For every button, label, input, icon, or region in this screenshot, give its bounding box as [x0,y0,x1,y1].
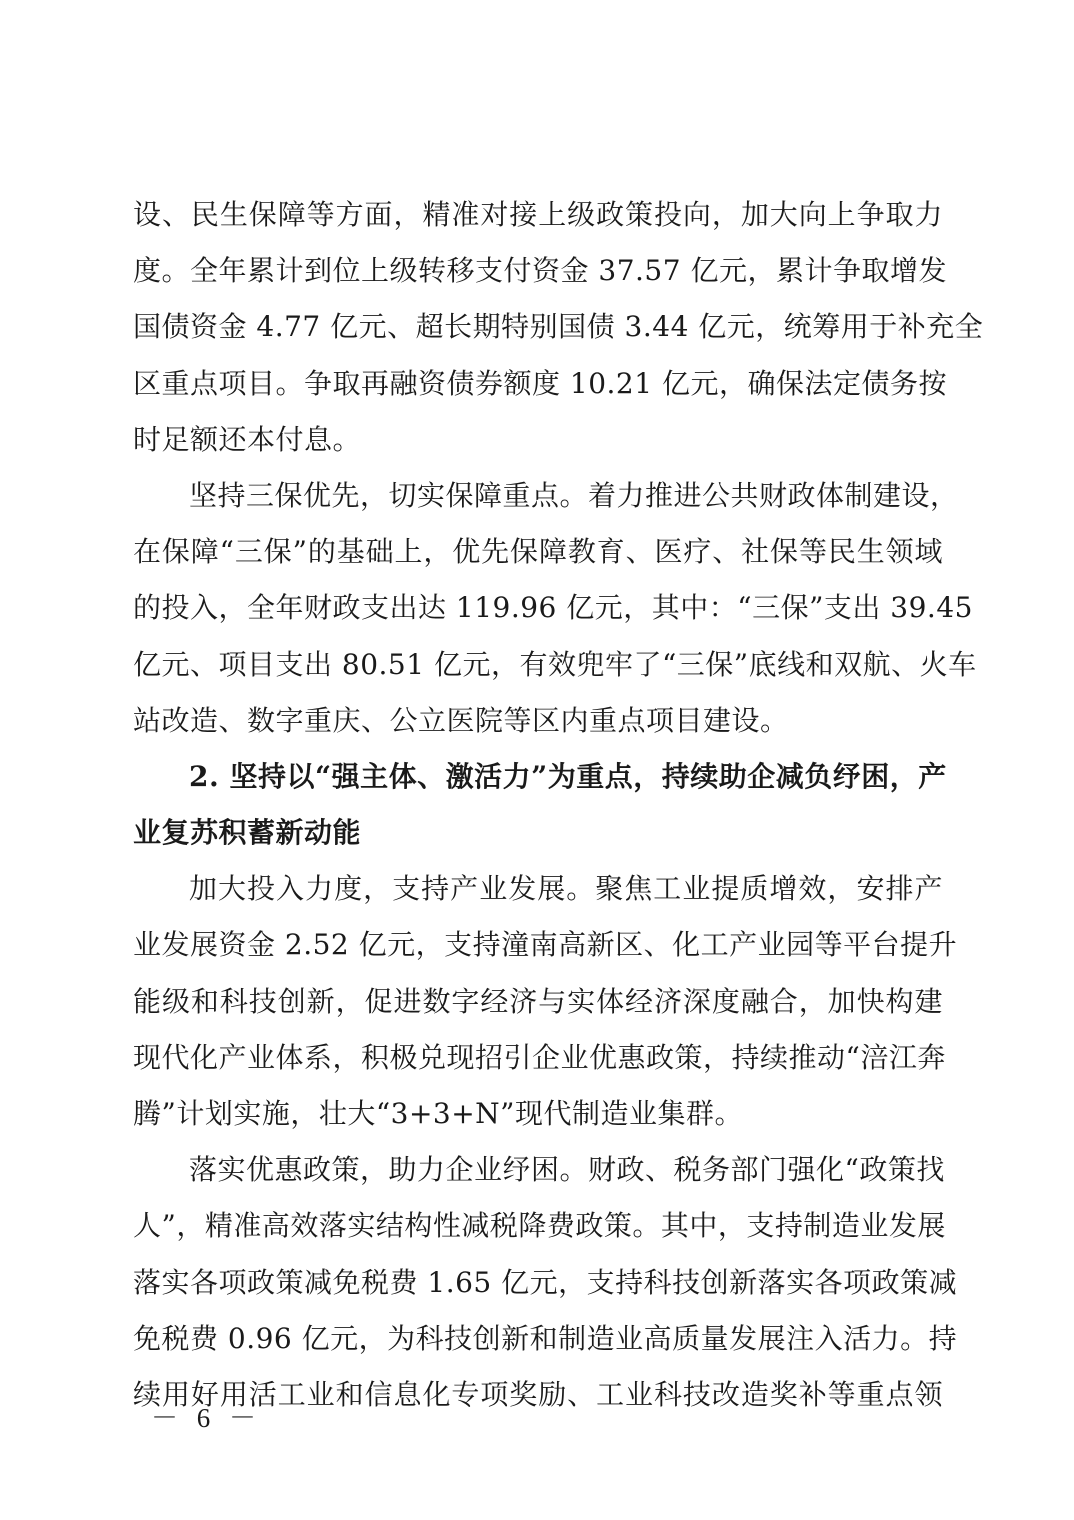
text-line: 免税费 0.96 亿元，为科技创新和制造业高质量发展注入活力。持 [133,1321,958,1355]
text-line: 站改造、数字重庆、公立医院等区内重点项目建设。 [133,703,789,737]
text-line: 能级和科技创新，促进数字经济与实体经济深度融合，加快构建 [133,984,943,1018]
text-line: 腾”计划实施，壮大“3+3+N”现代制造业集群。 [133,1097,743,1130]
paragraph-lead-line: 加大投入力度，支持产业发展。聚焦工业提质增效，安排产 [189,872,943,906]
text-line: 的投入，全年财政支出达 119.96 亿元，其中：“三保”支出 39.45 [133,591,973,625]
section-heading: 2. 坚持以“强主体、激活力”为重点，持续助企减负纾困，产 [189,759,947,793]
text-line: 设、民生保障等方面，精准对接上级政策投向，加大向上争取力 [133,198,943,231]
text-line: 在保障“三保”的基础上，优先保障教育、医疗、社保等民生领域 [133,535,943,569]
text-line: 区重点项目。争取再融资债券额度 10.21 亿元，确保法定债务按 [133,366,947,400]
text-line: 现代化产业体系，积极兑现招引企业优惠政策，持续推动“涪江奔 [133,1040,946,1074]
text-line: 度。全年累计到位上级转移支付资金 37.57 亿元，累计争取增发 [133,254,947,288]
text-line: 续用好用活工业和信息化专项奖励、工业科技改造奖补等重点领 [133,1377,943,1411]
paragraph-lead-line: 落实优惠政策，助力企业纾困。财政、税务部门强化“政策找 [189,1153,945,1187]
text-line: 落实各项政策减免税费 1.65 亿元，支持科技创新落实各项政策减 [133,1265,958,1299]
text-line: 国债资金 4.77 亿元、超长期特别国债 3.44 亿元，统筹用于补充全 [133,310,984,344]
page-number: － 6 － [151,1403,262,1433]
text-line: 亿元、项目支出 80.51 亿元，有效兜牢了“三保”底线和双航、火车 [133,647,977,681]
text-line: 时足额还本付息。 [133,422,362,456]
text-line: 人”，精准高效落实结构性减税降费政策。其中，支持制造业发展 [133,1209,946,1243]
text-line: 业发展资金 2.52 亿元，支持潼南高新区、化工产业园等平台提升 [133,928,958,962]
paragraph-lead-line: 坚持三保优先，切实保障重点。着力推进公共财政体制建设， [189,478,959,512]
body-text [133,187,984,1423]
section-heading: 业复苏积蓄新动能 [133,816,362,850]
